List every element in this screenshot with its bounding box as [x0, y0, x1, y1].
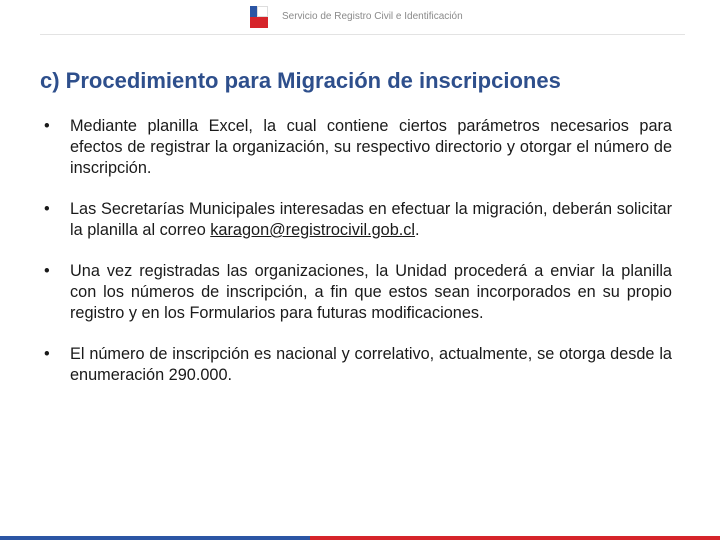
bullet-item-1	[40, 116, 672, 179]
footer-color-bar	[0, 536, 720, 540]
bullet-item-2	[40, 199, 672, 241]
bullet-item-3	[40, 261, 672, 324]
bullet-text: Mediante planilla Excel, la cual contiene ciertos parámetros necesarios para efectos de registrar la organización, su respectivo directorio y otorgar el número de inscripción.	[70, 117, 672, 177]
header-divider	[40, 34, 685, 35]
organization-name: Servicio de Registro Civil e Identificación	[282, 11, 463, 22]
header	[0, 0, 720, 34]
bullet-text: El número de inscripción es nacional y correlativo, actualmente, se otorga desde la enumeración 290.000.	[70, 345, 672, 384]
bullet-marker: •	[44, 200, 50, 218]
email-link[interactable]: karagon@registrocivil.gob.cl	[210, 221, 416, 239]
bullet-marker: •	[44, 262, 50, 280]
bullet-text: Las Secretarías Municipales interesadas en efectuar la migración, deberán solicitar la planilla al correo	[70, 200, 672, 239]
bullet-text-end: .	[415, 221, 420, 239]
bullet-marker: •	[44, 345, 50, 363]
bullet-item-4	[40, 344, 672, 386]
bullet-marker: •	[44, 117, 50, 135]
slide-title: c) Procedimiento para Migración de inscripciones	[40, 68, 561, 93]
bullet-text: Una vez registradas las organizaciones, la Unidad procederá a enviar la planilla con los números de inscripción, a fin que estos sean incorporados en su propio registro y en los Formularios para futuras modificaciones.	[70, 262, 672, 322]
registro-civil-logo	[250, 6, 268, 28]
bullet-list	[40, 116, 672, 406]
